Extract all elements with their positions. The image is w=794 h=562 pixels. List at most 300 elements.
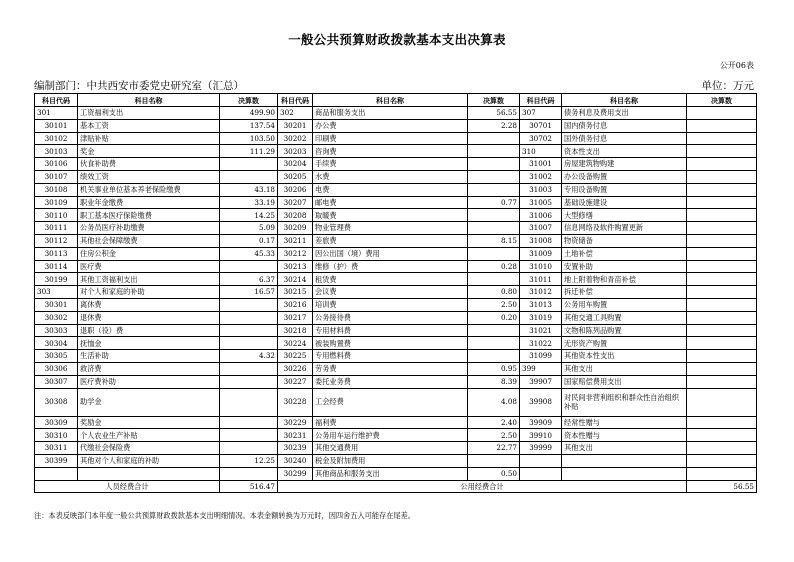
table-cell (78, 467, 220, 480)
table-cell: 国外债务付息 (562, 132, 687, 145)
table-cell: 物资储备 (562, 234, 687, 247)
table-cell: 30216 (278, 298, 313, 311)
table-cell: 22.77 (468, 442, 520, 455)
header-cell: 科目名称 (562, 94, 687, 107)
table-cell: 职业年金缴费 (78, 196, 220, 209)
table-row (35, 467, 757, 480)
table-cell: 0.17 (220, 234, 278, 247)
table-cell: 30224 (278, 337, 313, 350)
table-cell: 对个人和家庭的补助 (78, 286, 220, 299)
table-cell (687, 467, 757, 480)
table-cell: 医疗费补助 (78, 375, 220, 388)
table-cell (687, 442, 757, 455)
table-cell: 31012 (520, 286, 562, 299)
table-cell: 8.15 (468, 234, 520, 247)
table-cell: 39907 (520, 375, 562, 388)
table-cell: 30202 (278, 132, 313, 145)
table-cell: 30306 (35, 362, 78, 375)
table-cell (687, 209, 757, 222)
table-cell: 其他交通费用 (313, 442, 468, 455)
table-cell: 0.50 (468, 467, 520, 480)
table-cell (687, 247, 757, 260)
table-cell: 30702 (520, 132, 562, 145)
table-cell: 31099 (520, 350, 562, 363)
table-cell: 地上附着物和青苗补偿 (562, 273, 687, 286)
table-cell: 31022 (520, 337, 562, 350)
table-cell (468, 183, 520, 196)
table-cell: 代缴社会保险费 (78, 442, 220, 455)
table-cell: 30218 (278, 324, 313, 337)
table-cell: 302 (278, 107, 313, 120)
table-cell (468, 158, 520, 171)
table-cell: 工资福利支出 (78, 107, 220, 120)
table-cell: 职工基本医疗保险缴费 (78, 209, 220, 222)
table-row (35, 234, 757, 247)
table-cell: 30229 (278, 416, 313, 429)
table-cell (687, 286, 757, 299)
table-cell (468, 454, 520, 467)
table-row (35, 119, 757, 132)
table-row (35, 429, 757, 442)
table-cell: 30102 (35, 132, 78, 145)
public-total-label: 公用经费合计 (278, 480, 687, 493)
table-cell (220, 442, 278, 455)
table-cell: 国内债务付息 (562, 119, 687, 132)
table-cell: 专用材料费 (313, 324, 468, 337)
table-cell: 离休费 (78, 298, 220, 311)
header-cell: 决算数 (468, 94, 520, 107)
table-cell: 债务利息及费用支出 (562, 107, 687, 120)
table-cell: 30205 (278, 170, 313, 183)
table-cell: 退职（役）费 (78, 324, 220, 337)
table-cell: 30209 (278, 222, 313, 235)
table-cell (520, 454, 562, 467)
table-cell: 其他商品和服务支出 (313, 467, 468, 480)
table-cell: 303 (35, 286, 78, 299)
table-cell: 资本性赠与 (562, 429, 687, 442)
totals-row (35, 480, 757, 493)
table-cell: 安置补助 (562, 260, 687, 273)
table-cell: 56.55 (468, 107, 520, 120)
table-cell: 31009 (520, 247, 562, 260)
table-cell: 机关事业单位基本养老保险缴费 (78, 183, 220, 196)
table-cell: 8.39 (468, 375, 520, 388)
table-row (35, 132, 757, 145)
table-cell (687, 311, 757, 324)
table-cell: 伙食补助费 (78, 158, 220, 171)
table-cell: 39909 (520, 416, 562, 429)
table-header-row (35, 94, 757, 107)
table-cell (220, 298, 278, 311)
table-cell: 30301 (35, 298, 78, 311)
table-row (35, 273, 757, 286)
table-cell: 30228 (278, 388, 313, 416)
table-cell: 45.33 (220, 247, 278, 260)
table-cell: 印刷费 (313, 132, 468, 145)
table-row (35, 311, 757, 324)
table-cell (468, 170, 520, 183)
table-row (35, 196, 757, 209)
table-cell: 33.19 (220, 196, 278, 209)
table-cell: 30211 (278, 234, 313, 247)
table-cell: 4.32 (220, 350, 278, 363)
table-cell: 30399 (35, 454, 78, 467)
table-cell: 30212 (278, 247, 313, 260)
table-cell: 其他支出 (562, 362, 687, 375)
table-cell: 拆迁补偿 (562, 286, 687, 299)
table-cell: 奖励金 (78, 416, 220, 429)
table-cell: 30101 (35, 119, 78, 132)
table-cell: 30110 (35, 209, 78, 222)
table-row (35, 286, 757, 299)
table-cell: 退休费 (78, 311, 220, 324)
table-cell: 30239 (278, 442, 313, 455)
table-cell: 被装购置费 (313, 337, 468, 350)
table-cell: 工会经费 (313, 388, 468, 416)
table-cell (220, 388, 278, 416)
header-cell: 决算数 (220, 94, 278, 107)
header-cell: 科目代码 (35, 94, 78, 107)
table-cell: 30303 (35, 324, 78, 337)
table-cell: 30207 (278, 196, 313, 209)
table-cell: 30307 (35, 375, 78, 388)
table-row (35, 375, 757, 388)
table-row (35, 454, 757, 467)
header-cell: 科目名称 (313, 94, 468, 107)
table-cell: 30231 (278, 429, 313, 442)
table-cell: 0.95 (468, 362, 520, 375)
table-cell: 4.08 (468, 388, 520, 416)
table-cell: 经常性赠与 (562, 416, 687, 429)
table-cell: 手续费 (313, 158, 468, 171)
table-cell: 2.50 (468, 298, 520, 311)
table-cell: 土地补偿 (562, 247, 687, 260)
table-cell: 499.90 (220, 107, 278, 120)
table-row (35, 350, 757, 363)
table-cell: 12.25 (220, 454, 278, 467)
table-cell: 电费 (313, 183, 468, 196)
table-cell: 公务用车运行维护费 (313, 429, 468, 442)
table-cell: 公务用车购置 (562, 298, 687, 311)
table-row (35, 416, 757, 429)
table-cell: 111.29 (220, 145, 278, 158)
table-cell: 31019 (520, 311, 562, 324)
table-cell (220, 416, 278, 429)
table-cell: 大型修缮 (562, 209, 687, 222)
table-cell: 30217 (278, 311, 313, 324)
table-cell (220, 260, 278, 273)
table-cell: 维修（护）费 (313, 260, 468, 273)
table-cell (562, 467, 687, 480)
table-cell: 国家赔偿费用支出 (562, 375, 687, 388)
table-cell: 30206 (278, 183, 313, 196)
table-cell: 137.54 (220, 119, 278, 132)
table-cell: 取暖费 (313, 209, 468, 222)
header-cell: 科目代码 (520, 94, 562, 107)
form-code: 公开06表 (719, 61, 754, 70)
table-cell (687, 337, 757, 350)
table-cell: 因公出国（境）费用 (313, 247, 468, 260)
table-row (35, 324, 757, 337)
table-cell: 0.77 (468, 196, 520, 209)
table-cell (468, 337, 520, 350)
table-cell (687, 362, 757, 375)
table-cell: 邮电费 (313, 196, 468, 209)
table-cell (220, 158, 278, 171)
table-cell (687, 416, 757, 429)
table-cell: 31006 (520, 209, 562, 222)
table-cell: 奖金 (78, 145, 220, 158)
table-cell: 39999 (520, 442, 562, 455)
table-cell: 无形资产购置 (562, 337, 687, 350)
table-cell: 0.28 (468, 260, 520, 273)
table-cell: 30108 (35, 183, 78, 196)
table-row (35, 247, 757, 260)
table-cell: 专用设备购置 (562, 183, 687, 196)
table-cell (468, 324, 520, 337)
table-cell (687, 222, 757, 235)
table-cell (687, 234, 757, 247)
table-cell: 30114 (35, 260, 78, 273)
table-cell: 31001 (520, 158, 562, 171)
department-label: 编制部门：中共西安市委党史研究室（汇总） (34, 80, 244, 92)
table-cell: 信息网络及软件购置更新 (562, 222, 687, 235)
table-cell (687, 158, 757, 171)
table-cell: 30107 (35, 170, 78, 183)
table-cell: 5.09 (220, 222, 278, 235)
table-cell: 办公设备购置 (562, 170, 687, 183)
table-cell: 30240 (278, 454, 313, 467)
table-cell (687, 119, 757, 132)
table-cell: 30203 (278, 145, 313, 158)
table-cell (35, 467, 78, 480)
table-cell: 公务接待费 (313, 311, 468, 324)
table-cell: 30103 (35, 145, 78, 158)
table-cell: 个人农业生产补贴 (78, 429, 220, 442)
table-cell: 办公费 (313, 119, 468, 132)
footnote: 注：本表反映部门本年度一般公共预算财政拨款基本支出明细情况。本表金额转换为万元时，因四舍五入可能存在尾差。 (34, 511, 415, 520)
table-cell: 30112 (35, 234, 78, 247)
table-cell (220, 170, 278, 183)
expenditure-table (34, 93, 757, 493)
table-cell: 30208 (278, 209, 313, 222)
personnel-total-label: 人员经费合计 (35, 480, 220, 493)
table-cell: 30201 (278, 119, 313, 132)
table-cell: 专用燃料费 (313, 350, 468, 363)
table-cell (687, 388, 757, 416)
table-cell: 31005 (520, 196, 562, 209)
table-cell: 30311 (35, 442, 78, 455)
table-row (35, 260, 757, 273)
table-cell: 津贴补贴 (78, 132, 220, 145)
table-row (35, 442, 757, 455)
table-row (35, 222, 757, 235)
table-cell (220, 311, 278, 324)
table-cell: 31003 (520, 183, 562, 196)
header-cell: 科目代码 (278, 94, 313, 107)
table-cell: 30308 (35, 388, 78, 416)
table-cell: 30213 (278, 260, 313, 273)
header-cell: 决算数 (687, 94, 757, 107)
table-cell: 助学金 (78, 388, 220, 416)
table-cell: 抚恤金 (78, 337, 220, 350)
table-cell: 2.28 (468, 119, 520, 132)
table-cell (468, 247, 520, 260)
table-cell (468, 145, 520, 158)
table-cell: 0.80 (468, 286, 520, 299)
table-row (35, 183, 757, 196)
table-cell (468, 350, 520, 363)
table-cell (220, 324, 278, 337)
table-cell (687, 145, 757, 158)
table-cell (687, 429, 757, 442)
table-cell (468, 132, 520, 145)
table-cell: 30215 (278, 286, 313, 299)
table-cell: 30225 (278, 350, 313, 363)
table-cell: 劳务费 (313, 362, 468, 375)
table-cell: 其他社会保障缴费 (78, 234, 220, 247)
table-cell: 医疗费 (78, 260, 220, 273)
table-cell: 30109 (35, 196, 78, 209)
table-cell: 资本性支出 (562, 145, 687, 158)
table-cell (687, 375, 757, 388)
table-cell (687, 170, 757, 183)
table-cell: 住房公积金 (78, 247, 220, 260)
table-cell (687, 260, 757, 273)
table-cell: 310 (520, 145, 562, 158)
table-row (35, 362, 757, 375)
table-cell: 委托业务费 (313, 375, 468, 388)
table-cell (687, 324, 757, 337)
table-cell: 30304 (35, 337, 78, 350)
table-cell: 生活补助 (78, 350, 220, 363)
table-cell (687, 107, 757, 120)
table-cell: 31002 (520, 170, 562, 183)
table-cell: 2.50 (468, 429, 520, 442)
table-cell (220, 429, 278, 442)
table-cell: 水费 (313, 170, 468, 183)
table-cell: 0.20 (468, 311, 520, 324)
table-cell: 16.57 (220, 286, 278, 299)
table-cell: 14.25 (220, 209, 278, 222)
table-cell: 30310 (35, 429, 78, 442)
table-cell: 30111 (35, 222, 78, 235)
table-cell: 文物和陈列品购置 (562, 324, 687, 337)
table-row (35, 158, 757, 171)
table-cell: 基本工资 (78, 119, 220, 132)
table-cell (687, 273, 757, 286)
table-cell: 30302 (35, 311, 78, 324)
table-cell: 差旅费 (313, 234, 468, 247)
table-cell: 31021 (520, 324, 562, 337)
table-row (35, 337, 757, 350)
table-cell: 30106 (35, 158, 78, 171)
table-cell: 399 (520, 362, 562, 375)
table-cell: 培训费 (313, 298, 468, 311)
table-cell: 30309 (35, 416, 78, 429)
table-cell (687, 298, 757, 311)
table-cell: 30227 (278, 375, 313, 388)
table-cell: 其他资本性支出 (562, 350, 687, 363)
table-row (35, 388, 757, 416)
table-cell (687, 183, 757, 196)
table-cell: 30204 (278, 158, 313, 171)
table-cell (468, 273, 520, 286)
table-cell (468, 209, 520, 222)
table-cell: 商品和服务支出 (313, 107, 468, 120)
table-cell (687, 132, 757, 145)
table-cell: 43.18 (220, 183, 278, 196)
table-cell: 咨询费 (313, 145, 468, 158)
table-row (35, 298, 757, 311)
table-cell: 2.40 (468, 416, 520, 429)
public-total-value: 56.55 (687, 480, 757, 493)
table-cell: 31008 (520, 234, 562, 247)
table-row (35, 209, 757, 222)
table-cell: 其他支出 (562, 442, 687, 455)
table-cell (562, 454, 687, 467)
table-cell: 31007 (520, 222, 562, 235)
table-cell: 其他交通工具购置 (562, 311, 687, 324)
table-cell: 30113 (35, 247, 78, 260)
table-cell (687, 196, 757, 209)
table-cell: 物业管理费 (313, 222, 468, 235)
table-cell (220, 337, 278, 350)
table-cell: 39908 (520, 388, 562, 416)
table-cell: 301 (35, 107, 78, 120)
table-cell: 39910 (520, 429, 562, 442)
table-cell: 6.37 (220, 273, 278, 286)
table-cell: 对民间非营利组织和群众性自治组织补贴 (562, 388, 687, 416)
table-cell: 31010 (520, 260, 562, 273)
table-cell (687, 454, 757, 467)
table-cell (687, 350, 757, 363)
table-cell: 30226 (278, 362, 313, 375)
table-cell: 31013 (520, 298, 562, 311)
table-cell: 租赁费 (313, 273, 468, 286)
table-row (35, 145, 757, 158)
table-cell: 30214 (278, 273, 313, 286)
table-cell: 103.50 (220, 132, 278, 145)
table-cell: 30199 (35, 273, 78, 286)
table-cell: 其他对个人和家庭的补助 (78, 454, 220, 467)
table-cell: 房屋建筑物购建 (562, 158, 687, 171)
table-cell: 会议费 (313, 286, 468, 299)
table-cell: 税金及附加费用 (313, 454, 468, 467)
report-title: 一般公共预算财政拨款基本支出决算表 (288, 32, 506, 47)
table-cell (520, 467, 562, 480)
table-cell: 救济费 (78, 362, 220, 375)
table-cell (468, 222, 520, 235)
table-cell: 30299 (278, 467, 313, 480)
table-cell: 31011 (520, 273, 562, 286)
table-cell (220, 375, 278, 388)
table-cell: 307 (520, 107, 562, 120)
unit-label: 单位：万元 (701, 80, 754, 92)
table-cell: 基础设施建设 (562, 196, 687, 209)
table-cell: 其他工资福利支出 (78, 273, 220, 286)
table-cell: 30305 (35, 350, 78, 363)
personnel-total-value: 516.47 (220, 480, 278, 493)
table-cell: 绩效工资 (78, 170, 220, 183)
table-cell (220, 467, 278, 480)
table-cell (220, 362, 278, 375)
table-row (35, 107, 757, 120)
header-cell: 科目名称 (78, 94, 220, 107)
table-row (35, 170, 757, 183)
table-cell: 公务员医疗补助缴费 (78, 222, 220, 235)
table-cell: 30701 (520, 119, 562, 132)
